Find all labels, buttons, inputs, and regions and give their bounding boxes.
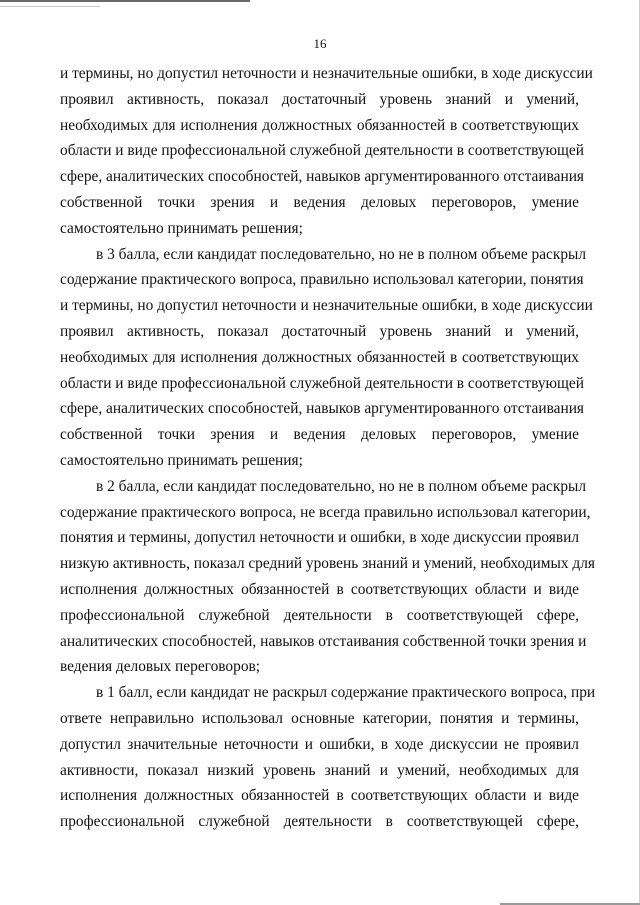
text-line: в 1 балл, если кандидат не раскрыл содержание практического вопроса, при [96,684,596,702]
text-line: ответе неправильно использовал основные категории, понятия и термины, [60,710,579,727]
text-line: профессиональной служебной деятельности в соответствующей сфере, [60,606,579,624]
text-line: области и виде профессиональной служебной деятельности в соответствующей [60,374,584,392]
text-line: области и виде профессиональной служебной деятельности в соответствующей [60,142,584,160]
text-line: профессиональной служебной деятельности в соответствующей сфере, [60,813,579,831]
text-line: сфере, аналитических способностей, навыков аргументированного отстаивания [60,168,585,186]
text-line: аналитических способностей, навыков отстаивания собственной точки зрения и [60,632,587,650]
text-line: необходимых для исполнения должностных обязанностей в соответствующих [60,348,579,366]
text-line: самостоятельно принимать решения; [60,452,303,469]
text-line: допустил значительные неточности и ошибки, в ходе дискуссии не проявил [60,735,579,753]
text-line: в 2 балла, если кандидат последовательно, но не в полном объеме раскрыл [96,477,587,495]
text-line: понятия и термины, допустил неточности и ошибки, в ходе дискуссии проявил [60,529,579,547]
text-line: исполнения должностных обязанностей в соответствующих области и виде [60,581,579,598]
text-line: содержание практического вопроса, не всегда правильно использовал категории, [60,503,591,521]
text-line: самостоятельно принимать решения; [60,219,303,237]
text-line: исполнения должностных обязанностей в соответствующих области и виде [60,787,579,805]
text-line: активности, показал низкий уровень знаний и умений, необходимых для [60,761,579,779]
page-number: 16 [313,36,327,51]
text-line: содержание практического вопроса, правильно использовал категории, понятия [60,271,584,289]
text-line: и термины, но допустил неточности и незначительные ошибки, в ходе дискуссии [60,65,593,82]
text-line: ведения деловых переговоров; [60,658,261,676]
text-line: сфере, аналитических способностей, навыков аргументированного отстаивания [60,400,585,418]
text-line: проявил активность, показал достаточный уровень знаний и умений, [60,323,579,340]
scan-edge-top-secondary [0,6,100,7]
text-line: и термины, но допустил неточности и незначительные ошибки, в ходе дискуссии [60,297,593,315]
scan-edge-top [0,0,250,2]
text-line: низкую активность, показал средний уровень знаний и умений, необходимых для [60,555,595,573]
text-line: собственной точки зрения и ведения деловых переговоров, умение [60,426,579,444]
text-line: в 3 балла, если кандидат последовательно, но не в полном объеме раскрыл [96,245,587,263]
text-line: проявил активность, показал достаточный уровень знаний и умений, [60,90,579,108]
text-line: необходимых для исполнения должностных обязанностей в соответствующих [60,116,579,134]
text-line: собственной точки зрения и ведения деловых переговоров, умение [60,194,579,211]
